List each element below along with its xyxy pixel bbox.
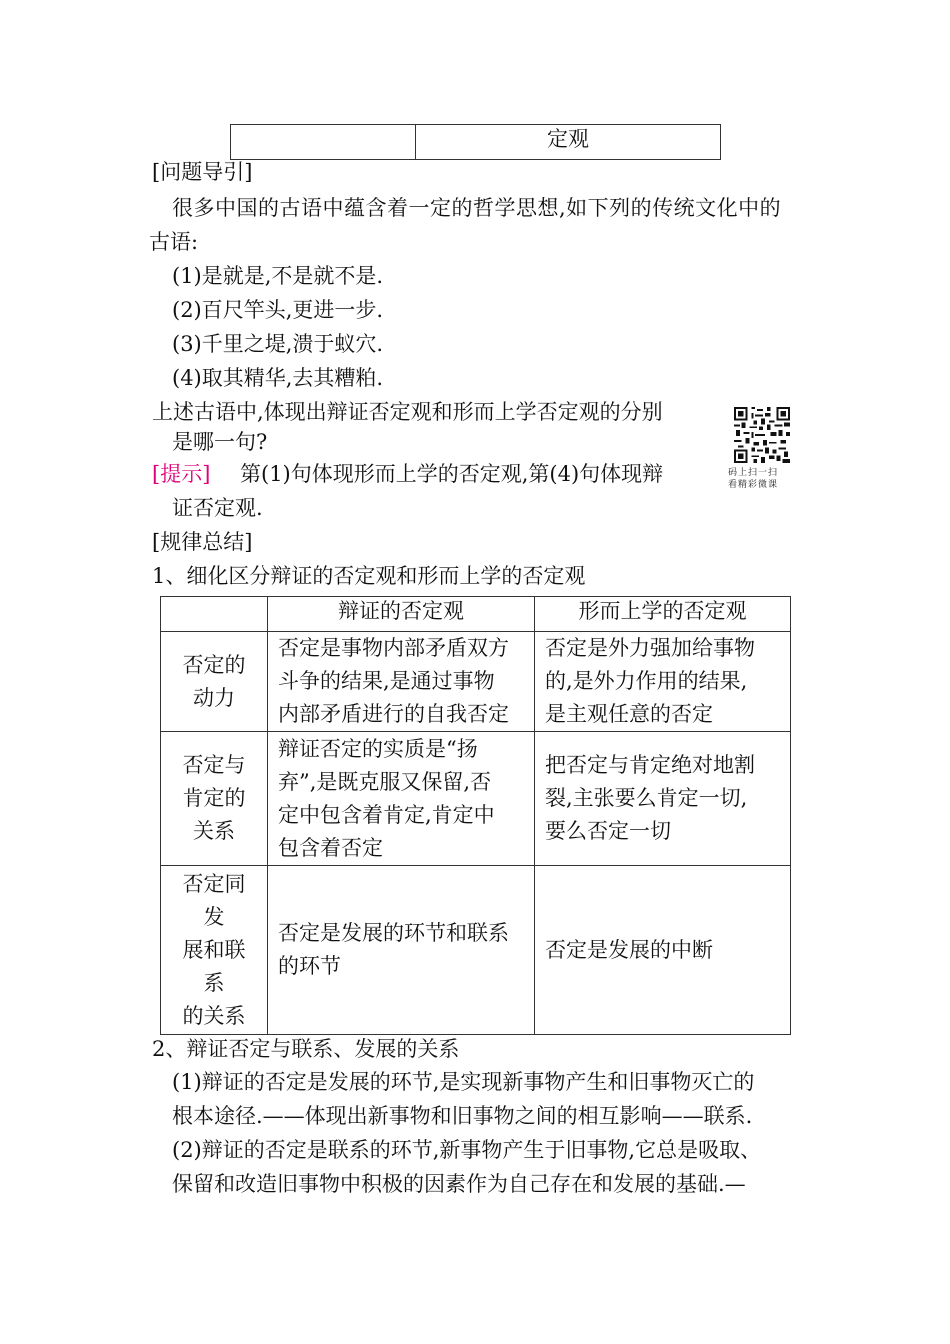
qr-caption-line-1: 码上扫一扫 bbox=[728, 468, 779, 478]
metaphysical-cell bbox=[535, 866, 791, 1035]
question-line-1: 上述古语中,体现出辩证否定观和形而上学否定观的分别 bbox=[152, 400, 663, 424]
qr-code-icon[interactable] bbox=[734, 407, 790, 463]
cell-line: 要么否定一切 bbox=[545, 819, 671, 843]
row-head bbox=[161, 632, 268, 732]
dialectical-cell bbox=[268, 732, 535, 866]
cell-line: 的环节 bbox=[278, 954, 341, 978]
metaphysical-cell bbox=[535, 732, 791, 866]
point2-line-4: 保留和改造旧事物中积极的因素作为自己存在和发展的基础.— bbox=[172, 1172, 746, 1196]
section-summary-heading: [规律总结] bbox=[152, 530, 253, 554]
hint-line-1: 第(1)句体现形而上学的否定观,第(4)句体现辩 bbox=[240, 462, 664, 486]
table-row bbox=[161, 866, 791, 1035]
point2-line-3: (2)辩证的否定是联系的环节,新事物产生于旧事物,它总是吸取、 bbox=[172, 1138, 762, 1162]
cell-line: 把否定与肯定绝对地割 bbox=[545, 753, 755, 777]
row-head-line: 发 bbox=[203, 904, 225, 929]
row-head-line: 动力 bbox=[193, 685, 235, 710]
dialectical-cell bbox=[268, 866, 535, 1035]
point2-title: 2、辩证否定与联系、发展的关系 bbox=[152, 1037, 460, 1061]
intro-line-2: 古语: bbox=[149, 230, 199, 254]
cell-line: 定中包含着肯定,肯定中 bbox=[278, 802, 495, 827]
row-head-line: 展和联 bbox=[182, 937, 246, 962]
row-head-line: 肯定的 bbox=[182, 786, 246, 810]
row-head bbox=[161, 732, 268, 866]
saying-4: (4)取其精华,去其糟粕. bbox=[172, 366, 384, 390]
cell-line: 包含着否定 bbox=[278, 835, 383, 860]
cell-line: 内部矛盾进行的自我否定 bbox=[278, 702, 509, 726]
cell-line: 裂,主张要么肯定一切, bbox=[545, 786, 748, 810]
cell-line: 否定是事物内部矛盾双方 bbox=[278, 636, 509, 660]
cell-line: 斗争的结果,是通过事物 bbox=[278, 669, 495, 693]
saying-2: (2)百尺竿头,更进一步. bbox=[172, 298, 384, 322]
metaphysical-cell bbox=[535, 632, 791, 732]
hint-tag: [提示] bbox=[152, 462, 211, 486]
table-header-row bbox=[161, 597, 791, 632]
point1-title: 1、细化区分辩证的否定观和形而上学的否定观 bbox=[152, 564, 586, 588]
saying-1: (1)是就是,不是就不是. bbox=[172, 264, 384, 288]
row-head-line: 的关系 bbox=[182, 1003, 246, 1028]
cell-line: 辩证否定的实质是“扬 bbox=[278, 736, 478, 761]
saying-3: (3)千里之堤,溃于蚁穴. bbox=[172, 332, 384, 356]
row-head bbox=[161, 866, 268, 1035]
point2-line-1: (1)辩证的否定是发展的环节,是实现新事物产生和旧事物灭亡的 bbox=[172, 1070, 755, 1094]
cell-line: 否定是发展的中断 bbox=[545, 937, 713, 962]
table-header-dialectical: 辩证的否定观 bbox=[268, 597, 535, 632]
top-table-right-cell: 定观 bbox=[416, 125, 721, 160]
top-table-fragment bbox=[230, 124, 721, 160]
row-head-line: 系 bbox=[203, 970, 225, 995]
cell-line: 否定是发展的环节和联系 bbox=[278, 921, 509, 945]
point2-line-2: 根本途径.——体现出新事物和旧事物之间的相互影响——联系. bbox=[172, 1104, 753, 1128]
question-line-2: 是哪一句? bbox=[172, 430, 268, 454]
table-row bbox=[161, 632, 791, 732]
row-head-line: 否定的 bbox=[182, 652, 246, 677]
table-row bbox=[161, 732, 791, 866]
table-header-corner bbox=[161, 597, 268, 632]
cell-line: 是主观任意的否定 bbox=[545, 702, 713, 726]
intro-line-1: 很多中国的古语中蕴含着一定的哲学思想,如下列的传统文化中的 bbox=[172, 196, 782, 220]
top-table-left-cell bbox=[231, 125, 416, 160]
table-header-metaphysical: 形而上学的否定观 bbox=[535, 597, 791, 632]
cell-line: 的,是外力作用的结果, bbox=[545, 669, 748, 693]
dialectical-cell bbox=[268, 632, 535, 732]
hint-line-2: 证否定观. bbox=[172, 496, 263, 520]
qr-caption-line-2: 看精彩微课 bbox=[728, 480, 779, 490]
row-head-line: 否定与 bbox=[182, 753, 246, 777]
comparison-table bbox=[160, 596, 791, 1035]
cell-line: 弃”,是既克服又保留,否 bbox=[278, 769, 492, 794]
section-intro-heading: [问题导引] bbox=[152, 160, 253, 184]
row-head-line: 关系 bbox=[193, 819, 235, 843]
cell-line: 否定是外力强加给事物 bbox=[545, 636, 755, 660]
row-head-line: 否定同 bbox=[182, 871, 246, 896]
